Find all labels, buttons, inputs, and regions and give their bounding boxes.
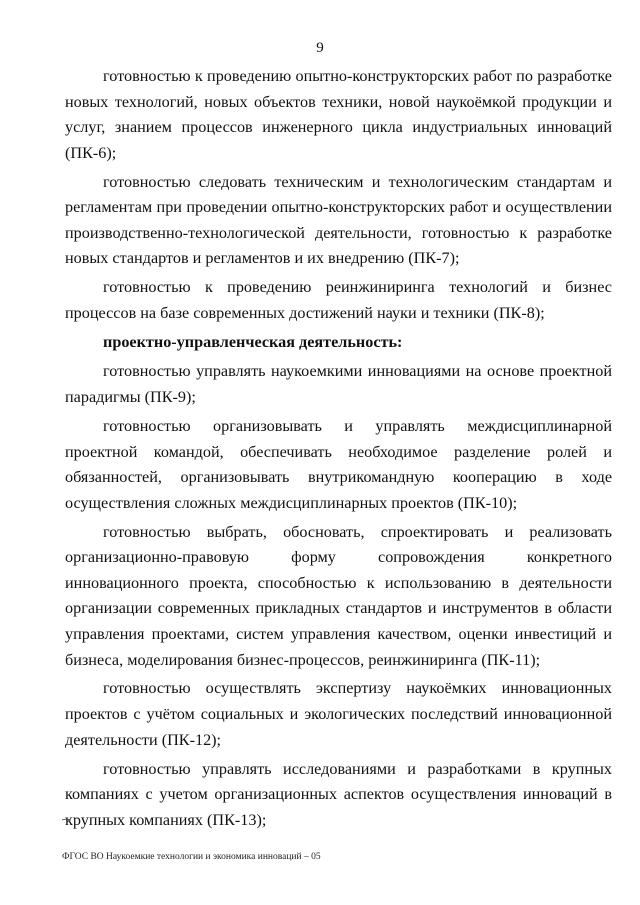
paragraph-pk-13: готовностью управлять исследованиями и разработками в крупных компаниях с учетом организационных аспектов осуществления инноваций в крупных компаниях (ПК-13); — [65, 759, 612, 829]
section-heading-project-management: проектно-управленческая деятельность: — [103, 332, 403, 351]
paragraph-pk-8: готовностью к проведению реинжиниринга технологий и бизнес процессов на базе современных достижений науки и техники (ПК-8); — [65, 278, 612, 322]
paragraph-pk-7: готовностью следовать техническим и технологическим стандартам и регламентам при проведении опытно-конструкторских работ и осуществлении производственно-технологической деятельности, готовностью к разработке новых стандартов и регламентов и их внедрению (ПК-7); — [65, 172, 612, 268]
scan-artifact-mark — [62, 818, 72, 821]
paragraph-pk-10: готовностью организовывать и управлять междисциплинарной проектной командой, обеспечивать необходимое разделение ролей и обязанностей, организовывать внутрикомандную кооперацию в ходе осуществления сложных междисциплинарных проектов (ПК-10); — [65, 416, 612, 512]
page-footer: ФГОС ВО Наукоемкие технологии и экономика инноваций – 05 — [62, 852, 321, 862]
page-number: 9 — [316, 40, 324, 56]
paragraph-pk-6: готовностью к проведению опытно-конструкторских работ по разработке новых технологий, новых объектов техники, новой наукоёмкой продукции и услуг, знанием процессов инженерного цикла индустриальных инноваций (ПК-6); — [65, 67, 612, 162]
paragraph-pk-9: готовностью управлять наукоемкими инновациями на основе проектной парадигмы (ПК-9); — [65, 362, 612, 407]
paragraph-pk-11: готовностью выбрать, обосновать, спроектировать и реализовать организационно-правовую форму сопровождения конкретного инновационного проекта, способностью к использованию в деятельности организации современных прикладных стандартов и инструментов в области управления проектами, систем управления качеством, оценки инвестиций и бизнеса, моделирования бизнес-процессов, реинжиниринга (ПК-11); — [65, 522, 612, 669]
document-body — [65, 64, 612, 837]
paragraph-pk-12: готовностью осуществлять экспертизу наукоёмких инновационных проектов с учётом социальных и экологических последствий инновационной деятельности (ПК-12); — [65, 679, 612, 749]
